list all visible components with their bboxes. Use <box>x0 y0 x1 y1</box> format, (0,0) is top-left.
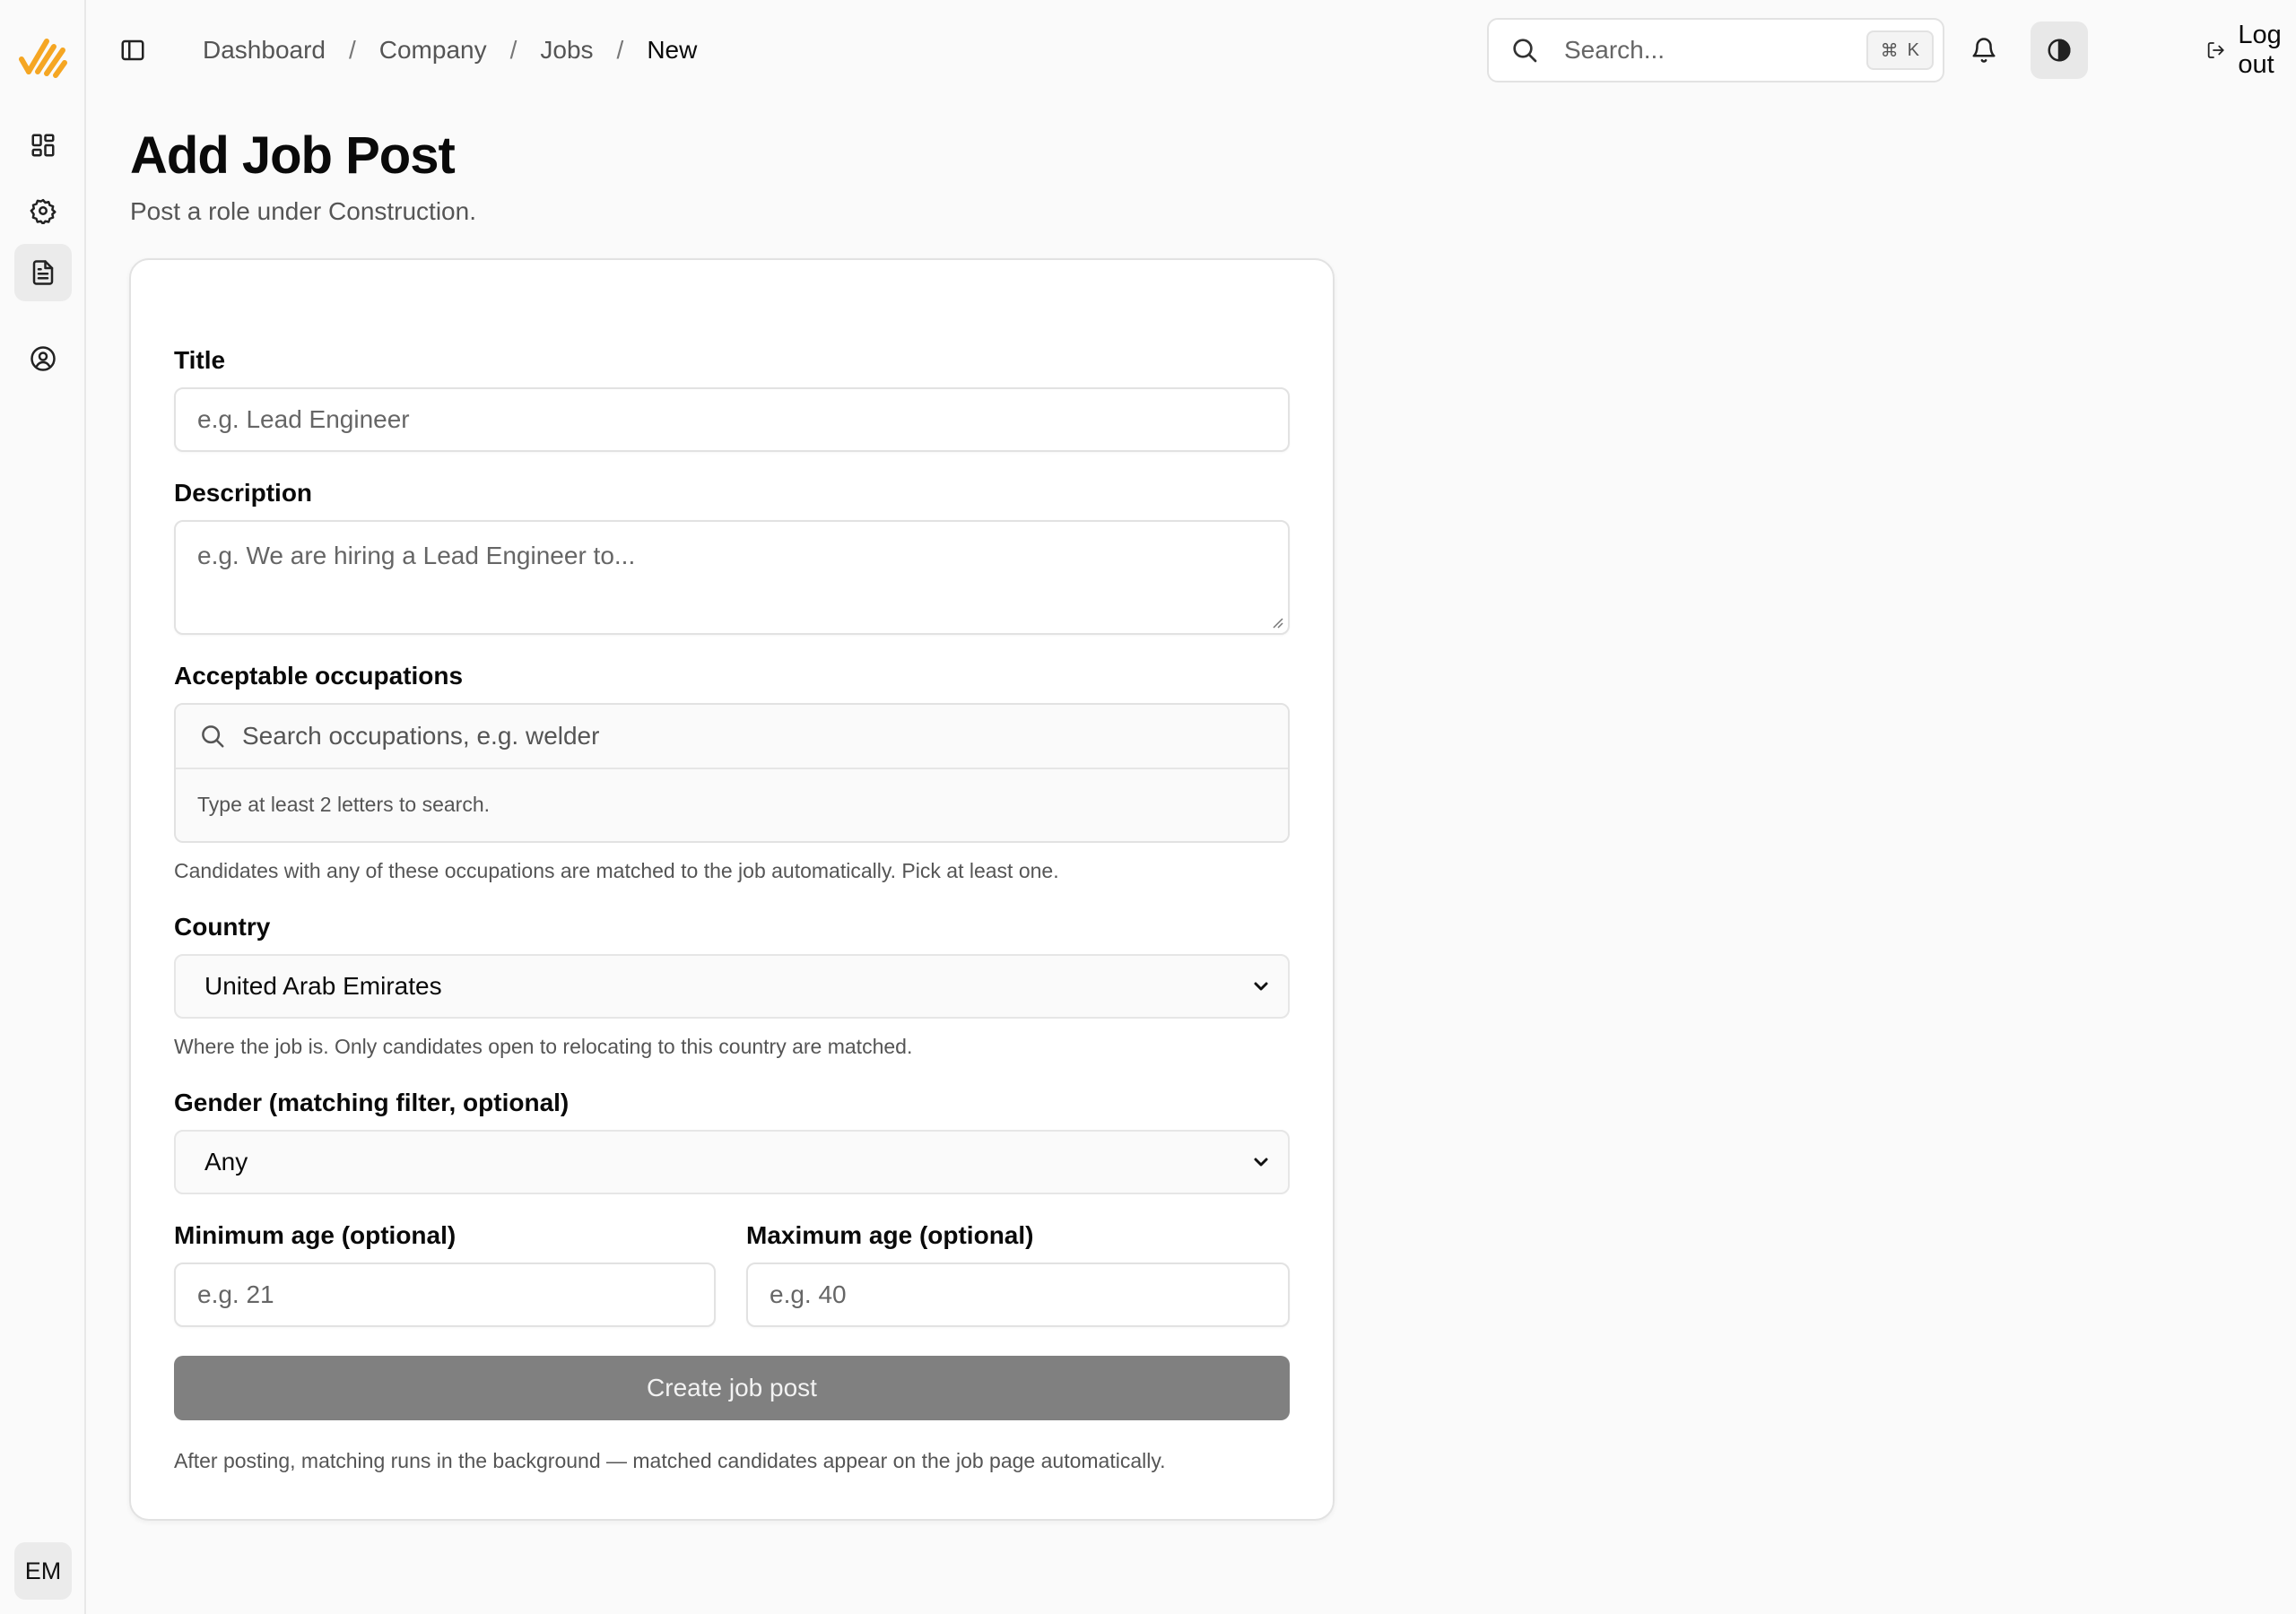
breadcrumb-separator: / <box>348 36 356 64</box>
notifications-button[interactable] <box>1957 23 2011 77</box>
footer-note: After posting, matching runs in the background — matched candidates appear on the job page automatically. <box>174 1449 1166 1472</box>
sidebar-item-settings[interactable] <box>14 182 72 239</box>
logout-icon <box>2206 36 2225 65</box>
gender-selected-value: Any <box>204 1148 248 1176</box>
description-label: Description <box>174 479 313 507</box>
country-label: Country <box>174 913 271 941</box>
max-age-input[interactable] <box>746 1263 1290 1327</box>
theme-toggle-button[interactable] <box>2031 22 2088 79</box>
search-icon <box>199 723 226 750</box>
command-key-icon: ⌘ <box>1880 40 1899 61</box>
create-job-post-button[interactable]: Create job post <box>174 1356 1290 1420</box>
bell-icon <box>1970 37 1997 64</box>
breadcrumb-dashboard[interactable]: Dashboard <box>203 36 326 64</box>
resize-handle-icon[interactable] <box>1270 615 1284 629</box>
occupations-help-text: Candidates with any of these occupations are matched to the job automatically. Pick at least one. <box>174 859 1059 882</box>
occupations-placeholder: Search occupations, e.g. welder <box>242 722 600 750</box>
search-placeholder: Search... <box>1564 36 1665 64</box>
brand-logo-icon[interactable] <box>18 32 68 82</box>
gender-select[interactable] <box>174 1130 1290 1194</box>
search-shortcut-badge <box>1866 30 1934 70</box>
top-header <box>86 0 2296 100</box>
job-post-form <box>129 258 1335 1521</box>
page-subtitle: Post a role under Construction. <box>130 197 476 225</box>
title-placeholder: e.g. Lead Engineer <box>197 405 410 433</box>
breadcrumb-current: New <box>647 36 698 64</box>
breadcrumb-company[interactable]: Company <box>378 36 487 64</box>
breadcrumb-separator: / <box>616 36 624 64</box>
country-select[interactable] <box>174 954 1290 1019</box>
max-age-label: Maximum age (optional) <box>746 1221 1034 1249</box>
occupations-hint: Type at least 2 letters to search. <box>197 793 490 816</box>
min-age-label: Minimum age (optional) <box>174 1221 457 1249</box>
sidebar-toggle-button[interactable] <box>115 32 151 68</box>
occupations-search-input[interactable] <box>176 705 1288 769</box>
chevron-down-icon <box>1250 1151 1272 1173</box>
country-selected-value: United Arab Emirates <box>204 972 442 1000</box>
country-help-text: Where the job is. Only candidates open to relocating to this country are matched. <box>174 1035 913 1058</box>
breadcrumb <box>203 32 697 68</box>
chevron-down-icon <box>1250 976 1272 997</box>
max-age-placeholder: e.g. 40 <box>770 1280 847 1308</box>
sidebar <box>0 0 86 1614</box>
min-age-input[interactable] <box>174 1263 716 1327</box>
shortcut-key: K <box>1907 39 1919 60</box>
title-label: Title <box>174 346 226 374</box>
description-textarea[interactable] <box>174 520 1290 635</box>
breadcrumb-jobs[interactable]: Jobs <box>540 36 594 64</box>
description-placeholder: e.g. We are hiring a Lead Engineer to... <box>197 542 636 569</box>
min-age-placeholder: e.g. 21 <box>197 1280 274 1308</box>
sidebar-panel-icon <box>119 37 146 64</box>
search-icon <box>1510 36 1539 65</box>
occupations-label: Acceptable occupations <box>174 662 464 690</box>
user-circle-icon <box>30 345 57 372</box>
logout-button[interactable] <box>2206 21 2296 79</box>
settings-gear-icon <box>30 197 57 224</box>
sidebar-item-job-posts[interactable] <box>14 244 72 301</box>
document-icon <box>30 259 57 286</box>
page-title: Add Job Post <box>130 126 455 185</box>
logout-label: Log out <box>2238 21 2282 79</box>
gender-label: Gender (matching filter, optional) <box>174 1089 570 1116</box>
global-search-input[interactable] <box>1487 18 1944 82</box>
contrast-icon <box>2046 37 2073 64</box>
title-input[interactable] <box>174 387 1290 452</box>
sidebar-item-profile[interactable] <box>14 330 72 387</box>
sidebar-item-dashboard[interactable] <box>14 117 72 174</box>
dashboard-icon <box>30 132 57 159</box>
occupations-picker <box>174 703 1290 843</box>
breadcrumb-separator: / <box>509 36 517 64</box>
avatar[interactable]: EM <box>14 1542 72 1600</box>
